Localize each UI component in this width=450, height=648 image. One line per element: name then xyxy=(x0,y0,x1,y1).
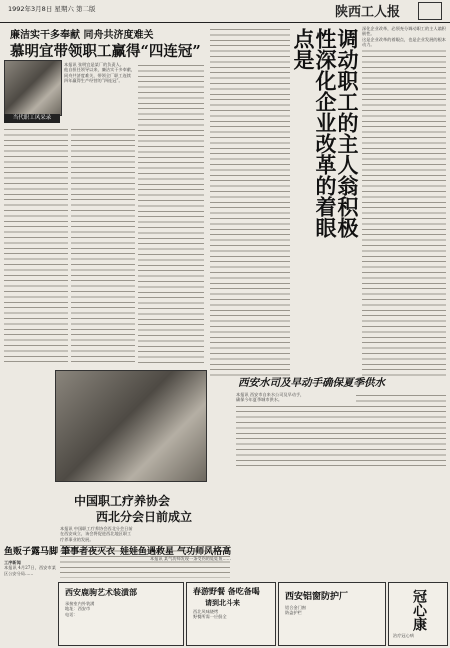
ad-body xyxy=(193,609,269,641)
issue-date: 1992年3月8日 星期六 第二版 xyxy=(8,5,96,13)
column-story-line: 本报讯 某气功师发现一条受伤的娃娃鱼…… xyxy=(150,556,231,561)
ad-subtitle: 请到北斗来 xyxy=(205,599,240,607)
lead-line: 同舟共济度难关，带领全厂职工连续 xyxy=(64,72,132,78)
ad-line: 治疗冠心病 xyxy=(393,633,414,638)
portrait-photo xyxy=(4,60,62,116)
ad-title: 西安鹿驹艺术装潢部 xyxy=(65,588,137,597)
column-story-byline: 工序新闻 xyxy=(4,560,21,565)
sanatorium-line: 在西安成立，该会将促进西北地区职工 xyxy=(60,531,230,536)
column-story-line: 本报讯 4月27日，西安市某区公安分局…… xyxy=(4,565,56,576)
column-story-1-body xyxy=(4,560,56,644)
ad-title: 西安铝窗防护厂 xyxy=(285,592,349,602)
sanatorium-line: 本报讯 中国职工疗养协会西北分会日前 xyxy=(60,526,230,531)
water-headline: 西安水司及早动手确保夏季供水 xyxy=(238,377,385,389)
lead-body-col-1 xyxy=(4,126,68,366)
lead-line: 本报讯 张明宜是某厂的负责人。 xyxy=(64,62,124,67)
column-story-2-body xyxy=(150,556,232,578)
column-story-2-headline: 娃娃鱼遇救星 气功师风格高 xyxy=(120,547,232,557)
masthead-title: 陕西工人报 xyxy=(334,5,400,20)
water-line: 本报讯 西安市自来水公司及早动手， xyxy=(236,392,356,397)
lead-line: 四年赢得生产经营的“四连冠”。 xyxy=(64,78,123,84)
ad-line: 承接室内外装潢 xyxy=(65,601,95,606)
ad-body xyxy=(393,633,443,643)
lead-line: 他自担任领导以来，廉洁实干多奉献， xyxy=(64,67,136,73)
masthead-logo-icon xyxy=(418,2,442,20)
water-body xyxy=(236,392,446,468)
ad-line: 防盗护栏 xyxy=(285,610,302,616)
ad-window-factory xyxy=(278,582,386,646)
lead-body-col-3 xyxy=(138,62,204,366)
editorial-line: 这是企业改革的着眼点，也是企业发展的根本动力。 xyxy=(362,36,446,48)
editorial-title: 调动职工的主人翁积极性深化企业改革的着眼点是 xyxy=(291,28,360,238)
ad-line: 西北风味烧烤 xyxy=(193,609,219,614)
water-line: 确保今年夏季城市供水。 xyxy=(236,397,356,402)
ad-body xyxy=(65,601,175,641)
ad-line: 野餐所需一应俱全 xyxy=(193,614,227,620)
lead-body-col-2 xyxy=(71,126,135,366)
column-story-1-headline: 鱼贩子露马脚 筆事者夜灭衣 xyxy=(4,547,116,557)
page-header xyxy=(0,0,450,23)
ad-line: 地址：西安市 xyxy=(65,606,91,612)
lead-badge: 当代职工风采录 xyxy=(4,114,60,123)
ad-body xyxy=(285,605,379,641)
ad-medicine xyxy=(388,582,448,646)
ad-title: 冠心康 xyxy=(411,589,427,631)
sanatorium-headline-1: 中国职工疗养协会 xyxy=(74,494,171,508)
editorial-line: 深化企业改革，必须充分调动职工的主人翁积极性。 xyxy=(362,26,446,37)
ad-line: 铝合金门窗 xyxy=(285,605,306,610)
sanatorium-headline-2: 西北分会日前成立 xyxy=(96,510,193,524)
ad-line: 电话： xyxy=(65,611,78,617)
lead-kicker: 廉洁实干多奉献 同舟共济度难关 xyxy=(10,30,154,41)
ad-picnic xyxy=(186,582,276,646)
editorial-body xyxy=(362,26,446,376)
lead-headline: 慕明宜带领职工赢得“四连冠” xyxy=(10,43,201,60)
ad-decoration xyxy=(58,582,184,646)
sanatorium-line: 疗养事业的发展。 xyxy=(60,537,230,542)
ad-title: 春游野餐 备吃备喝 xyxy=(193,587,260,596)
news-photo xyxy=(55,370,207,482)
middle-body-column xyxy=(210,26,290,376)
